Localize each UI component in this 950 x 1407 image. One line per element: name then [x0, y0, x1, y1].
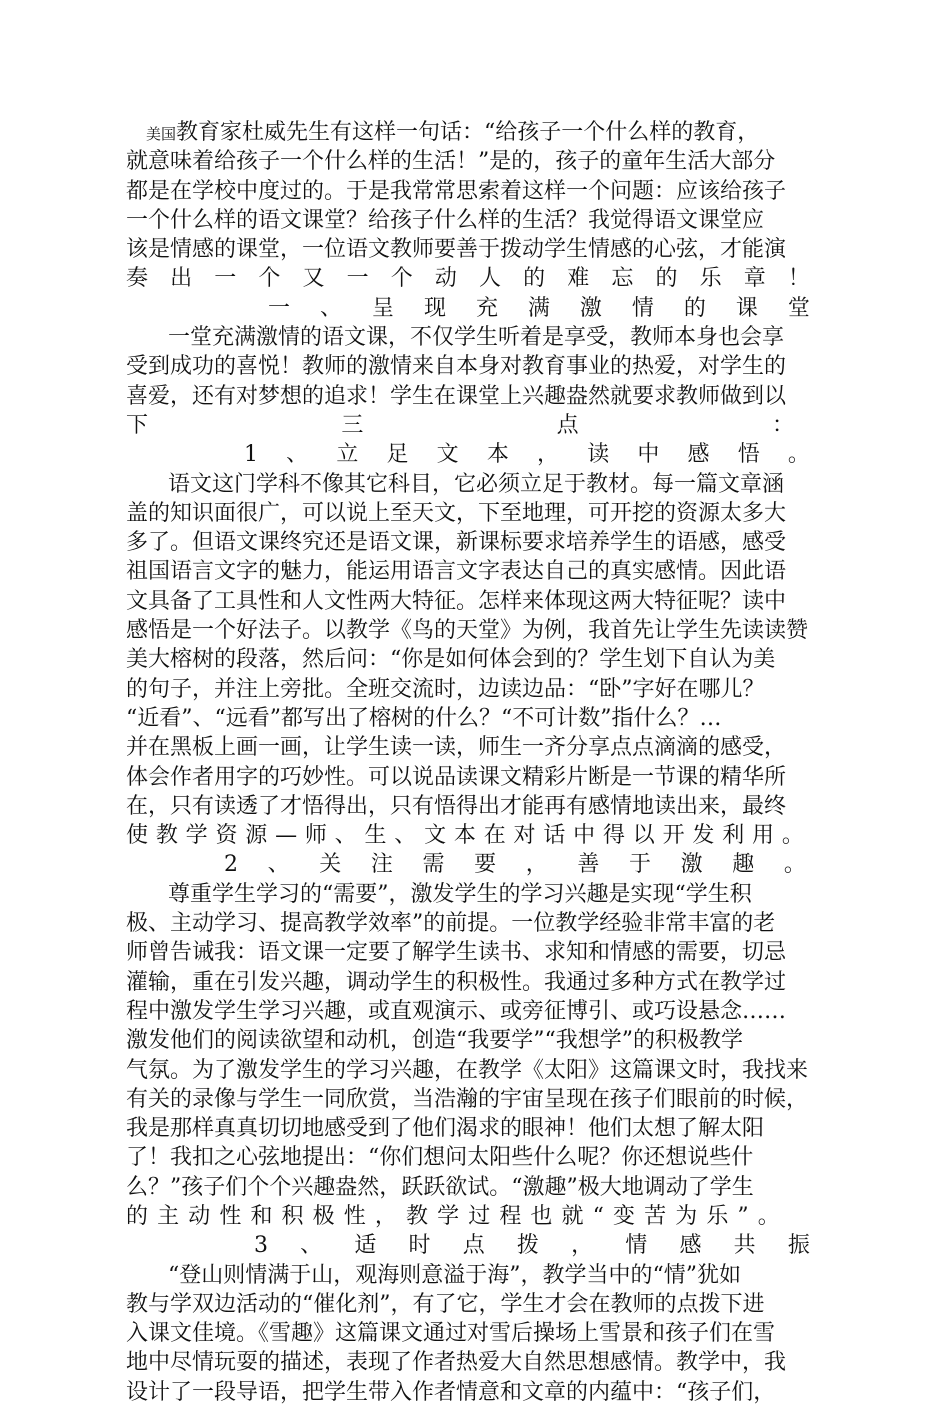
paragraph-line: 一堂充满激情的语文课，不仅学生听着是享受，教师本身也会享: [168, 325, 785, 351]
char: 本: [453, 823, 476, 849]
char: ，: [571, 1233, 594, 1259]
char: 对: [513, 823, 536, 849]
char: 在: [483, 823, 506, 849]
char: ，: [525, 852, 548, 878]
paragraph-line: 师曾告诫我：语文课一定要了解学生读书、求知和情感的需要，切忌: [126, 940, 787, 966]
char: 本: [486, 442, 509, 468]
char: 拨: [516, 1233, 539, 1259]
char: —: [275, 823, 298, 849]
char: 。: [781, 823, 804, 849]
paragraph-line: 极、主动学习、提高教学效率”的前提。一位教学经验非常丰富的老: [126, 911, 776, 937]
char: 点: [556, 412, 579, 438]
char: 趣: [732, 852, 755, 878]
char: 现: [423, 295, 446, 321]
char: 需: [422, 852, 445, 878]
char: 。: [787, 442, 810, 468]
paragraph-line: 一个什么样的语文课堂？给孩子什么样的生活？我觉得语文课堂应: [126, 207, 765, 233]
char: 发: [692, 823, 715, 849]
char: 为: [675, 1203, 698, 1229]
char: 得: [602, 823, 625, 849]
char: 注: [370, 852, 393, 878]
char: 乐: [699, 266, 722, 292]
char: 学: [437, 1203, 460, 1229]
char: “: [592, 1203, 604, 1229]
char: 情: [625, 1233, 648, 1259]
char: 一: [214, 266, 237, 292]
char: 、: [286, 442, 309, 468]
char: 性: [219, 1203, 242, 1229]
char: 呈: [371, 295, 394, 321]
justified-line: [126, 411, 810, 440]
char: 感: [679, 1233, 702, 1259]
char: 以: [632, 823, 655, 849]
char: ，: [374, 1203, 397, 1229]
paragraph-line: 有关的录像与学生一同欣赏，当浩瀚的宇宙呈现在孩子们眼前的时候，: [126, 1086, 809, 1112]
char: 个: [258, 266, 281, 292]
char: 积: [281, 1203, 304, 1229]
paragraph-line: 在，只有读透了才悟得出，只有悟得出才能再有感情地读出来，最终: [126, 793, 787, 819]
paragraph-line: 灌输，重在引发兴趣，调动学生的积极性。我通过多种方式在教学过: [126, 969, 787, 995]
paragraph-line: “近看”、“远看”都写出了榕树的什么？“不可计数”指什么？…: [126, 705, 722, 731]
paragraph-line: 地中尽情玩耍的描述，表现了作者热爱大自然思想感情。教学中，我: [126, 1350, 787, 1376]
char: 中: [637, 442, 660, 468]
section-heading: [268, 294, 810, 323]
char: 过: [468, 1203, 491, 1229]
char: 奏: [126, 266, 149, 292]
char: 难: [567, 266, 590, 292]
char: 个: [390, 266, 413, 292]
char: 点: [462, 1233, 485, 1259]
paragraph-line: 美大榕树的段落，然后问：“你是如何体会到的？学生划下自认为美: [126, 647, 776, 673]
char: 教: [405, 1203, 428, 1229]
char: 变: [612, 1203, 635, 1229]
paragraph-line: 该是情感的课堂，一位语文教师要善于拨动学生情感的心弦，才能演: [126, 237, 787, 263]
char: 人: [479, 266, 502, 292]
char: 资: [215, 823, 238, 849]
char: 、: [394, 823, 417, 849]
char: 课: [735, 295, 758, 321]
paragraph-line: 程中激发学生学习兴趣，或直观演示、或旁征博引、或巧设悬念……: [126, 998, 787, 1024]
char: 关: [319, 852, 342, 878]
char: 一: [346, 266, 369, 292]
char: 就: [561, 1203, 584, 1229]
char: 和: [250, 1203, 273, 1229]
paragraph-line: 么？”孩子们个个兴趣盎然，跃跃欲试。“激趣”极大地调动了学生: [126, 1174, 754, 1200]
char: 感: [687, 442, 710, 468]
char: 的: [126, 1203, 149, 1229]
char: 话: [543, 823, 566, 849]
char: ：: [771, 412, 794, 438]
char: 满: [527, 295, 550, 321]
paragraph-line: 多了。但语文课终究还是语文课，新课标要求培养学生的语感，感受: [126, 530, 787, 556]
char: 也: [530, 1203, 553, 1229]
char: 出: [170, 266, 193, 292]
char: 适: [354, 1233, 377, 1259]
char: 教: [155, 823, 178, 849]
char: ”: [737, 1203, 749, 1229]
char: 、: [334, 823, 357, 849]
paragraph-line: 教与学双边活动的“催化剂”，有了它，学生才会在教师的点拨下进: [126, 1291, 765, 1317]
char: 极: [312, 1203, 335, 1229]
paragraph-line: 体会作者用字的巧妙性。可以说品读课文精彩片断是一节课的精华所: [126, 764, 787, 790]
char: 激: [579, 295, 602, 321]
paragraph-line: 喜爱，还有对梦想的追求！学生在课堂上兴趣盎然就要求教师做到以: [126, 383, 787, 409]
char: 、: [319, 295, 342, 321]
char: 。: [757, 1203, 780, 1229]
char: 要: [474, 852, 497, 878]
paragraph-line: 设计了一段导语，把学生带入作者情意和文章的内蕴中：“孩子们，: [126, 1379, 776, 1405]
char: 1: [244, 442, 258, 468]
paragraph-line: 了！我扣之心弦地提出：“你们想问太阳些什么呢？你还想说些什: [126, 1145, 754, 1171]
char: 源: [245, 823, 268, 849]
paragraph-line: 气氛。为了激发学生的学习兴趣，在教学《太阳》这篇课文时，我找来: [126, 1057, 809, 1083]
char: 文: [424, 823, 447, 849]
paragraph-line: “登山则情满于山，观海则意溢于海”，教学当中的“情”犹如: [168, 1262, 741, 1288]
char: 性: [343, 1203, 366, 1229]
paragraph-line: 尊重学生学习的“需要”，激发学生的学习兴趣是实现“学生积: [168, 881, 752, 907]
char: 生: [364, 823, 387, 849]
paragraph-line: 的句子，并注上旁批。全班交流时，边读边品：“卧”字好在哪儿？: [126, 676, 765, 702]
char: 主: [157, 1203, 180, 1229]
char: 动: [188, 1203, 211, 1229]
char: 读: [587, 442, 610, 468]
justified-line: [126, 1202, 810, 1231]
char: 乐: [706, 1203, 729, 1229]
char: 情: [631, 295, 654, 321]
char: 。: [783, 852, 806, 878]
char: 充: [475, 295, 498, 321]
char: 一: [268, 295, 291, 321]
paragraph-line: 入课文佳境。《雪趣》这篇课文通过对雪后操场上雪景和孩子们在雪: [126, 1321, 776, 1347]
char: 用: [752, 823, 775, 849]
char: 章: [743, 266, 766, 292]
document-body: [126, 118, 810, 1407]
char: 使: [126, 823, 149, 849]
char: ！: [787, 266, 810, 292]
paragraph-line: 就意味着给孩子一个什么样的生活！”是的，孩子的童年生活大部分: [126, 149, 776, 175]
section-heading: [224, 850, 810, 879]
char: 文: [436, 442, 459, 468]
char: 三: [341, 412, 364, 438]
char: 共: [733, 1233, 756, 1259]
char: 的: [655, 266, 678, 292]
paragraph-line: 语文这门学科不像其它科目，它必须立足于教材。每一篇文章涵: [168, 471, 785, 497]
char: 学: [185, 823, 208, 849]
paragraph-line: 受到成功的喜悦！教师的激情来自本身对教育事业的热爱，对学生的: [126, 354, 787, 380]
char: 利: [722, 823, 745, 849]
paragraph-line: 感悟是一个好法子。以教学《鸟的天堂》为例，我首先让学生先读读赞: [126, 618, 809, 644]
char: 、: [300, 1233, 323, 1259]
paragraph-line: 我是那样真真切切地感受到了他们渴求的眼神！他们太想了解太阳: [126, 1116, 765, 1142]
paragraph-line: 盖的知识面很广，可以说上至天文，下至地理，可开挖的资源太多大: [126, 500, 787, 526]
paragraph-line: 文具备了工具性和人文性两大特征。怎样来体现这两大特征呢？读中: [126, 588, 787, 614]
char: 忘: [611, 266, 634, 292]
char: 3: [254, 1233, 268, 1259]
char: 动: [434, 266, 457, 292]
justified-line: [126, 821, 810, 850]
section-heading: [254, 1231, 810, 1260]
char: 开: [662, 823, 685, 849]
justified-line: [126, 264, 810, 293]
paragraph-line: 并在黑板上画一画，让学生读一读，师生一齐分享点点滴滴的感受，: [126, 735, 787, 761]
paragraph-line: 激发他们的阅读欲望和动机，创造“我要学”“我想学”的积极教学: [126, 1028, 743, 1054]
char: 悟: [737, 442, 760, 468]
char: 时: [408, 1233, 431, 1259]
char: 、: [267, 852, 290, 878]
char: 的: [523, 266, 546, 292]
char: 师: [304, 823, 327, 849]
char: 善: [577, 852, 600, 878]
char: 激: [680, 852, 703, 878]
char: 中: [573, 823, 596, 849]
section-heading: [244, 440, 810, 469]
text-prefix: 美国: [146, 125, 177, 143]
char: 足: [386, 442, 409, 468]
char: 苦: [644, 1203, 667, 1229]
char: 立: [336, 442, 359, 468]
char: 的: [683, 295, 706, 321]
char: 堂: [787, 295, 810, 321]
char: 又: [302, 266, 325, 292]
char: 振: [787, 1233, 810, 1259]
paragraph-line: [146, 118, 810, 147]
char: 程: [499, 1203, 522, 1229]
char: 于: [628, 852, 651, 878]
char: ，: [537, 442, 560, 468]
text-span: 教育家杜威先生有这样一句话：“给孩子一个什么样的教育，: [176, 120, 760, 145]
paragraph-line: 都是在学校中度过的。于是我常常思索着这样一个问题：应该给孩子: [126, 178, 787, 204]
char: 下: [126, 412, 149, 438]
paragraph-line: 祖国语言文字的魅力，能运用语言文字表达自己的真实感情。因此语: [126, 559, 787, 585]
char: 2: [224, 852, 238, 878]
